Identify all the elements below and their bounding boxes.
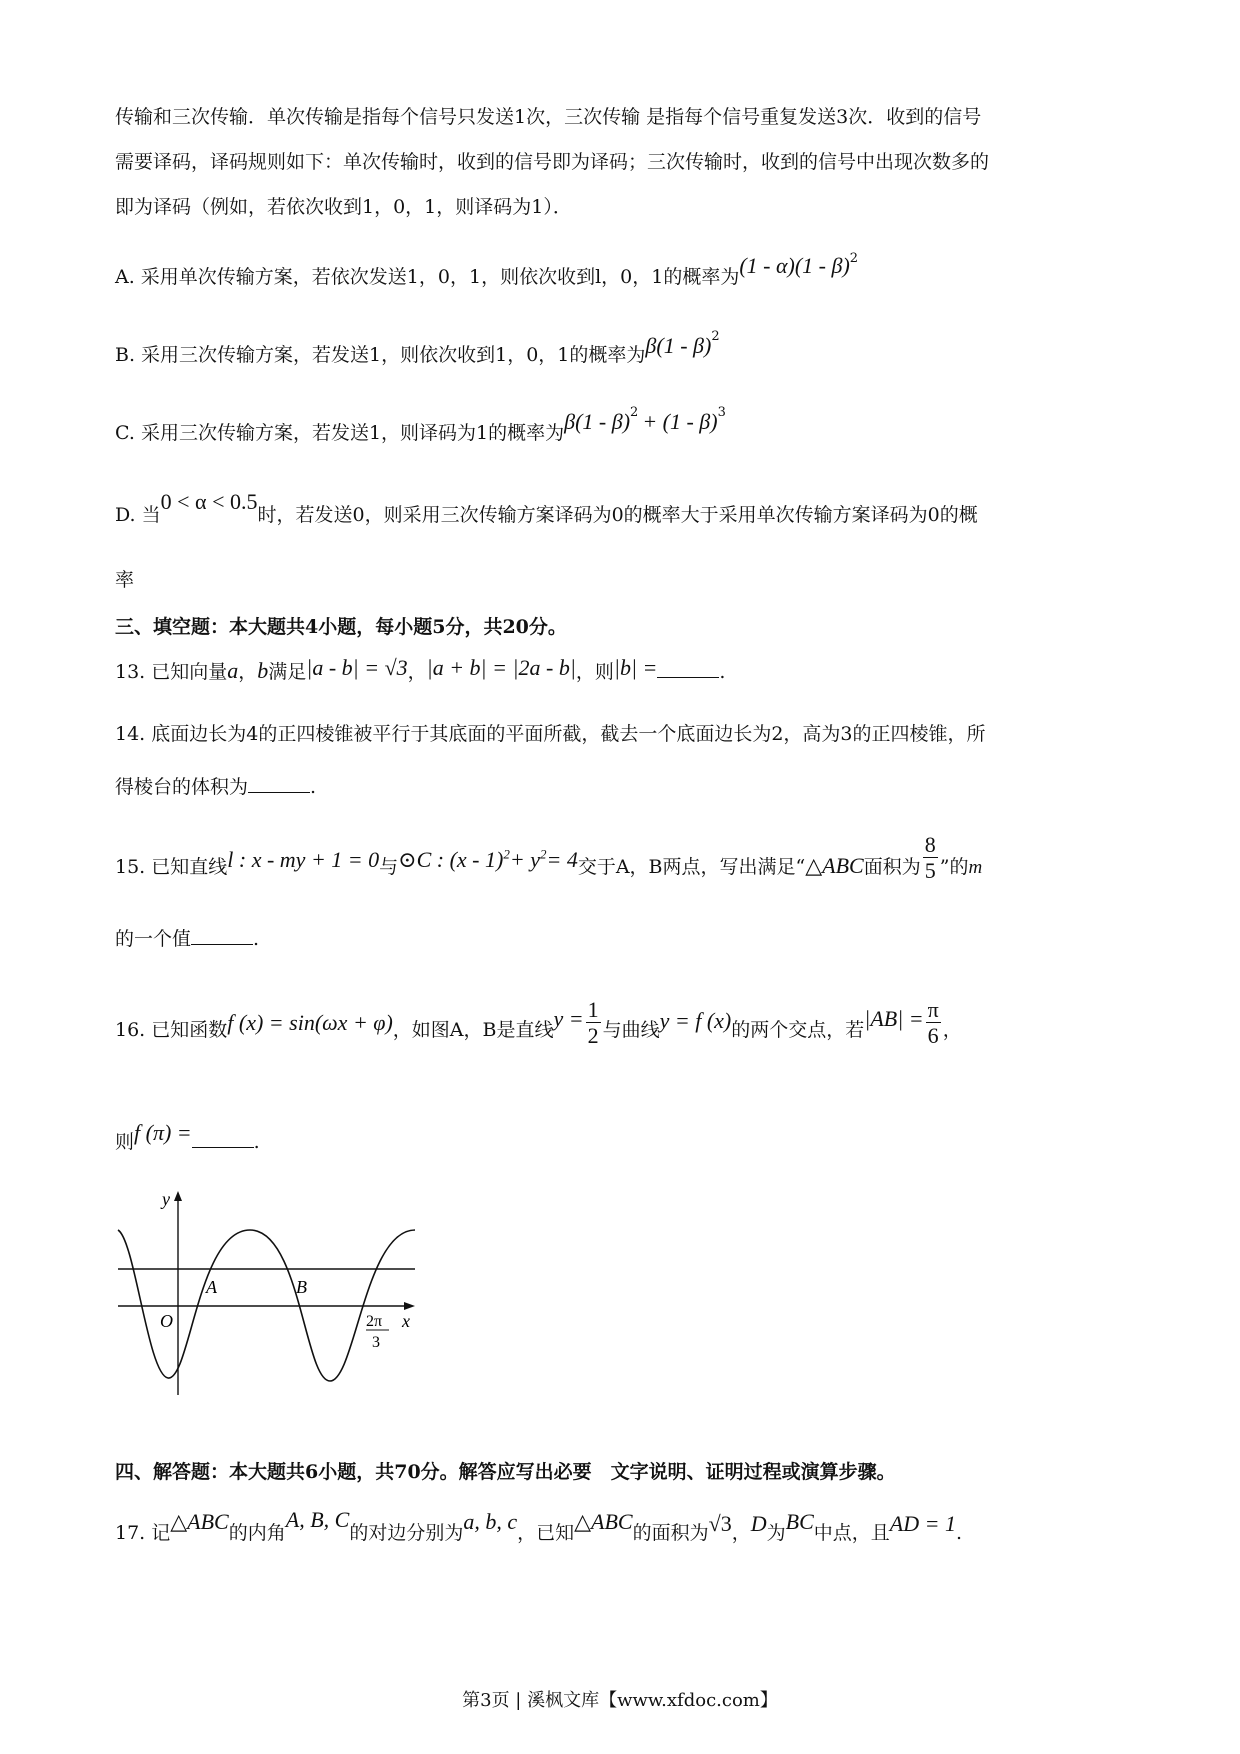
q17-mid-7: 中点，且 [813,1522,890,1544]
q17-sides: a, b, c [463,1509,518,1534]
sine-graph [110,1185,430,1405]
q13-satisfy: 满足 [268,661,307,683]
q15-fraction: $\frac{8}{5}$ [924,832,936,884]
q15-line2-prefix: 的一个值 [115,928,192,950]
q16-function-def: f (x) = sin(ωx + φ) [227,1009,393,1035]
intro-line-2: 需要译码，译码规则如下：单次传输时，收到的信号即为译码；三次传输时，收到的信号中出现次数多的 [115,151,990,173]
origin-label: O [160,1311,173,1331]
q15-variable-m: m [968,856,983,878]
option-c [115,404,1135,447]
option-d-prefix: D. 当 [115,504,161,526]
q16-end: . [253,1131,260,1153]
q15-triangle: △ABC [805,852,864,878]
q15-with: 与 [379,855,399,878]
point-b-label: B [296,1277,307,1297]
x-axis-arrow [404,1302,415,1310]
option-a-formula: (1 - α)(1 - β) [739,253,850,278]
option-c-formula-2: + (1 - β) [642,409,718,434]
q16-prefix: 16. 已知函数 [115,1018,228,1041]
q13-sep: ， [238,661,258,683]
option-a-text: A. 采用单次传输方案，若依次发送1，0，1，则依次收到l，0，1的概率为 [115,266,740,288]
q17-mid-5: ， [731,1522,751,1544]
option-d-continued: 率 [115,569,135,591]
q16-ab-length: |AB| = [864,1005,924,1031]
q16-mid-2: 与曲线 [602,1018,660,1041]
q16-y-equals: y = [553,1005,584,1031]
page-footer: 第3页 | 溪枫文库【www.xfdoc.com】 [462,1690,778,1711]
q17-angles: A, B, C [285,1507,350,1532]
q15-circle-equation: ⊙C : $(x - 1)^2+ y^2= 4$ [398,846,578,872]
q17-prefix: 17. 记 [115,1522,171,1544]
q17-triangle: △ABC [170,1509,229,1534]
q13-formula-2: |a + b| = |2a - b| [426,655,576,680]
q15-answer-blank[interactable] [191,928,253,945]
question-13 [115,657,1135,686]
option-b-formula: β(1 - β) [645,333,712,358]
q16-answer-blank[interactable] [192,1131,254,1148]
point-a-label: A [206,1277,217,1297]
q16-comma: ， [942,1018,962,1041]
q16-curve: y = f (x) [659,1007,732,1033]
q13-vector-a: a [227,658,239,683]
q14-line2-prefix: 得棱台的体积为 [115,776,249,798]
question-14-line-2 [115,775,1135,800]
q13-end: . [719,661,726,683]
section-3-heading: 三、填空题：本大题共4小题，每小题5分，共20分。 [115,616,567,638]
x-axis-label: x [402,1311,410,1331]
q17-mid-4: 的面积为 [632,1522,709,1544]
option-b-exponent: 2 [711,328,720,344]
q17-sqrt3: √3 [708,1511,732,1536]
q13-formula-3: |b| = [613,655,658,680]
intro-line-1: 传输和三次传输．单次传输是指每个信号只发送1次，三次传输 是指每个信号重复发送3次．收到的信号 [115,106,982,128]
q16-f-pi: f (π) = [134,1120,192,1145]
question-15-line-2 [115,927,1135,952]
q15-tail: ”的 [939,855,969,878]
q17-mid-6: 为 [766,1522,786,1544]
q15-prefix: 15. 已知直线 [115,855,228,878]
q16-pi-fraction: $\frac{\pi}{6}$ [927,997,939,1049]
option-b [115,328,1135,369]
q16-mid-3: 的两个交点，若 [731,1018,865,1041]
option-d-formula: 0 < α < 0.5 [160,489,258,514]
option-b-text: B. 采用三次传输方案，若发送1，则依次收到1，0，1的概率为 [115,344,646,366]
q17-mid-3: ，已知 [517,1522,575,1544]
intro-line-3: 即为译码（例如，若依次收到1，0，1，则译码为1）． [115,196,572,218]
q17-ad-equals: AD = 1 [889,1511,956,1536]
q15-line-equation: l : x - my + 1 = 0 [227,846,380,872]
q13-then: ，则 [575,661,614,683]
q14-end: . [310,776,317,798]
tick-label-numerator: 2π [366,1313,383,1330]
tick-label-denominator: 3 [372,1334,380,1351]
y-axis-label: y [162,1189,170,1209]
q17-mid-2: 的对边分别为 [349,1522,464,1544]
section-4-heading: 四、解答题：本大题共6小题，共70分。解答应写出必要 文字说明、证明过程或演算步骤。 [115,1461,896,1483]
option-d-text: 时，若发送0，则采用三次传输方案译码为0的概率大于采用单次传输方案译码为0的概 [257,504,978,526]
q13-prefix: 13. 已知向量 [115,661,228,683]
q17-point-d: D [750,1511,767,1536]
q15-intersect: 交于A，B两点，写出满足“ [577,855,806,878]
q16-mid-1: ，如图A，B是直线 [392,1018,554,1041]
q17-segment-bc: BC [785,1509,814,1534]
q17-mid-1: 的内角 [228,1522,286,1544]
option-c-exponent-3: 3 [717,404,726,420]
q14-answer-blank[interactable] [248,776,310,793]
q17-end: . [955,1522,962,1544]
q13-formula-1: |a - b| = √3 [306,655,408,680]
q13-answer-blank[interactable] [657,661,719,678]
option-c-exponent-2: 2 [630,404,639,420]
question-14-line-1: 14. 底面边长为4的正四棱锥被平行于其底面的平面所截，截去一个底面边长为2，高为3的正四棱锥，所 [115,723,986,745]
q13-vector-b: b [257,658,269,683]
question-16 [115,997,1135,1057]
option-a-exponent: 2 [849,250,859,266]
option-c-formula-1: β(1 - β) [564,409,631,434]
question-17 [115,1507,1135,1547]
q15-area: 面积为 [863,855,921,878]
option-c-text: C. 采用三次传输方案，若发送1，则译码为1的概率为 [115,422,565,444]
y-axis-arrow [174,1191,182,1201]
q17-triangle-2: △ABC [574,1509,633,1534]
q15-end: . [253,928,260,950]
question-15 [115,832,1135,894]
option-a [115,250,1135,291]
question-16-line-2 [115,1120,1135,1156]
q13-comma: ， [407,661,427,683]
q16-then: 则 [115,1131,135,1153]
q16-half-fraction: $\frac{1}{2}$ [587,997,599,1049]
option-d [115,489,1135,529]
